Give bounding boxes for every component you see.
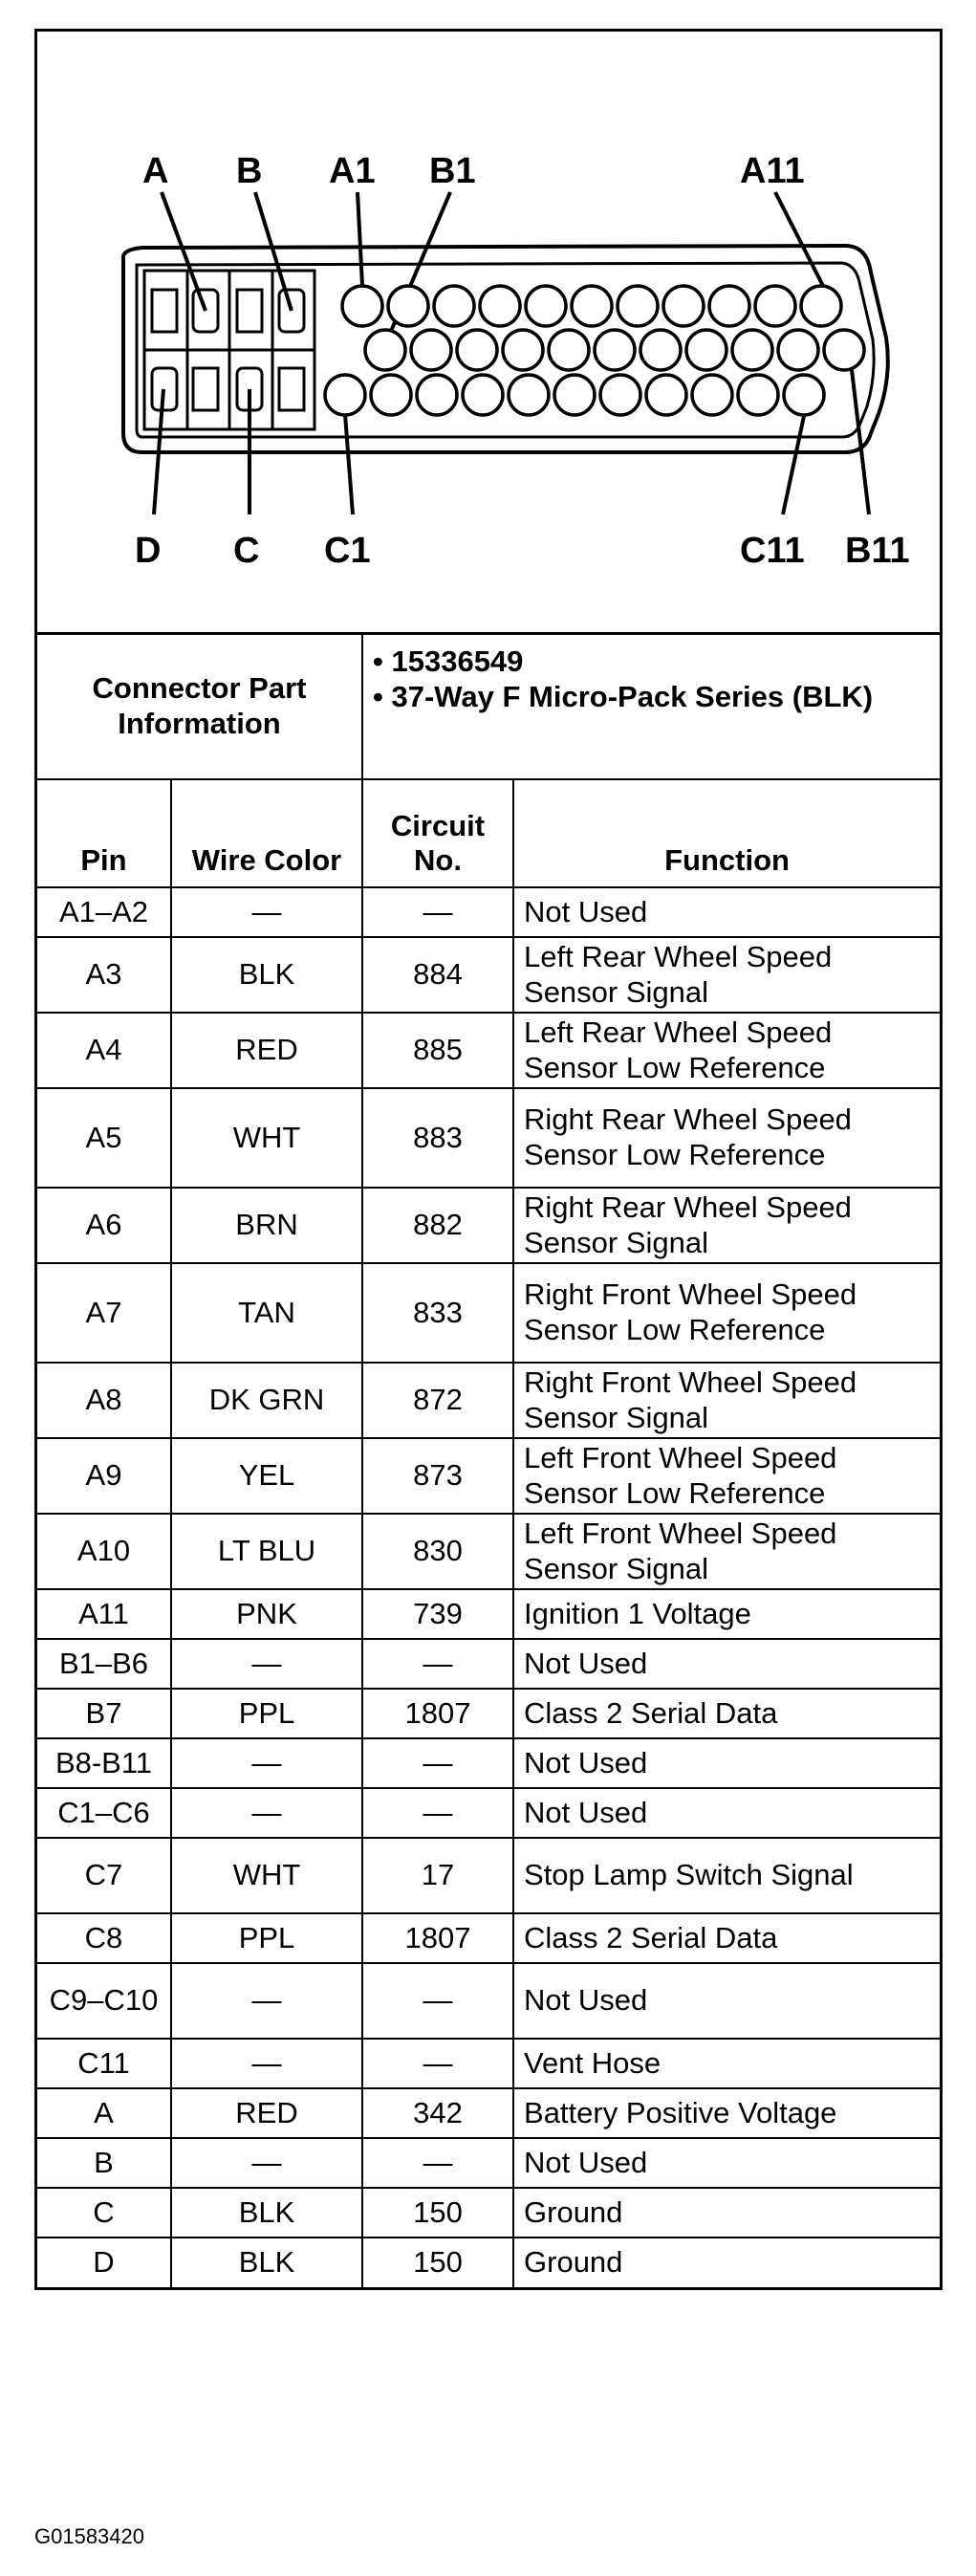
header-function: Function [513,779,940,887]
pin-cell: C8 [37,1913,171,1963]
pin-cell: A1–A2 [37,887,171,937]
pin-cell: C1–C6 [37,1788,171,1838]
pin-cavity [640,330,681,370]
table-row [37,1788,940,1838]
pin-cavity [824,330,864,370]
function-cell: Right Front Wheel Speed Sensor Low Reference [513,1263,940,1363]
pin-cell: C9–C10 [37,1963,171,2039]
table-row [37,2088,940,2138]
wire-color-cell: — [171,2138,362,2188]
table-row [37,1589,940,1639]
pin-cavity [686,330,727,370]
circuit-cell: — [362,1788,513,1838]
circuit-cell: 873 [362,1438,513,1514]
circuit-cell: 882 [362,1188,513,1263]
circuit-cell: 739 [362,1589,513,1639]
connector-part-number: • 15336549 [373,644,524,678]
pin-cavity [457,330,497,370]
pin-cell: A9 [37,1438,171,1514]
circuit-cell: 830 [362,1514,513,1589]
pin-cavity [801,286,841,326]
table-row [37,1689,940,1738]
pin-cavity [371,375,411,415]
pin-cavity [463,375,503,415]
pin-cavity [417,375,457,415]
wire-color-cell: BLK [171,937,362,1013]
pin-cell: A11 [37,1589,171,1639]
label-B11: B11 [845,531,910,571]
wire-color-cell: PPL [171,1913,362,1963]
header-circuit-no: Circuit No. [362,779,513,887]
pin-cell: B1–B6 [37,1639,171,1689]
connector-info-title: Connector Part Information [37,635,362,779]
table-row [37,1913,940,1963]
circuit-cell: 150 [362,2238,513,2287]
circuit-cell: — [362,887,513,937]
table-row [37,1188,940,1263]
pin-cell: D [37,2238,171,2287]
pin-cell: B [37,2138,171,2188]
wire-color-cell: LT BLU [171,1514,362,1589]
pin-cavity [692,375,732,415]
pin-cavity [778,330,818,370]
wire-color-cell: — [171,1788,362,1838]
function-cell: Right Rear Wheel Speed Sensor Low Reference [513,1088,940,1188]
pin-cell: C11 [37,2039,171,2088]
function-cell: Class 2 Serial Data [513,1689,940,1738]
wire-color-cell: WHT [171,1838,362,1913]
wire-color-cell: — [171,2039,362,2088]
function-cell: Left Front Wheel Speed Sensor Low Reference [513,1438,940,1514]
pin-cavity [411,330,451,370]
label-C1: C1 [324,531,371,571]
pin-cell: A7 [37,1263,171,1363]
function-cell: Vent Hose [513,2039,940,2088]
circuit-cell: 883 [362,1088,513,1188]
pinout-sheet [34,29,943,2290]
function-cell: Not Used [513,1738,940,1788]
function-cell: Ignition 1 Voltage [513,1589,940,1639]
pin-cavity [388,286,428,326]
header-wire-color: Wire Color [171,779,362,887]
table-row [37,1639,940,1689]
table-row [37,1838,940,1913]
table-row [37,1963,940,2039]
circuit-cell: — [362,2138,513,2188]
pin-cavity [365,330,405,370]
pin-cavity [325,375,365,415]
pin-cavity [738,375,778,415]
wire-color-cell: PPL [171,1689,362,1738]
wire-color-cell: DK GRN [171,1363,362,1438]
wire-color-cell: RED [171,2088,362,2138]
pin-cell: A8 [37,1363,171,1438]
pin-cavity [595,330,635,370]
label-A1: A1 [329,151,376,191]
connector-info-row [37,635,940,779]
circuit-cell: — [362,1963,513,2039]
table-row [37,937,940,1013]
pin-cell: B8-B11 [37,1738,171,1788]
pin-cell: A5 [37,1088,171,1188]
pin-cell: C7 [37,1838,171,1913]
wire-color-cell: — [171,1639,362,1689]
pin-cavity [549,330,589,370]
pin-cavity [663,286,704,326]
table-row [37,1738,940,1788]
circuit-cell: 833 [362,1263,513,1363]
function-cell: Class 2 Serial Data [513,1913,940,1963]
function-cell: Right Front Wheel Speed Sensor Signal [513,1363,940,1438]
circuit-cell: 1807 [362,1689,513,1738]
function-cell: Left Front Wheel Speed Sensor Signal [513,1514,940,1589]
circuit-cell: 17 [362,1838,513,1913]
pin-cavity [503,330,543,370]
wire-color-cell: — [171,1738,362,1788]
label-B: B [236,151,263,191]
label-C: C [233,531,260,571]
pin-cavity [732,330,772,370]
pin-cavity [572,286,612,326]
pinout-table [37,635,940,2287]
pin-cell: A6 [37,1188,171,1263]
pin-cavity [554,375,595,415]
pin-cavity [526,286,566,326]
pin-cell: A [37,2088,171,2138]
figure-id: G01583420 [34,2524,144,2548]
function-cell: Not Used [513,1788,940,1838]
table-row [37,2238,940,2287]
wire-color-cell: WHT [171,1088,362,1188]
function-cell: Left Rear Wheel Speed Sensor Low Reference [513,1013,940,1088]
pin-cavity [755,286,795,326]
circuit-cell: 150 [362,2188,513,2238]
wire-color-cell: YEL [171,1438,362,1514]
wire-color-cell: PNK [171,1589,362,1639]
pin-cell: A10 [37,1514,171,1589]
circuit-cell: 1807 [362,1913,513,1963]
wire-color-cell: BLK [171,2238,362,2287]
pin-cavity [618,286,658,326]
circuit-cell: — [362,2039,513,2088]
circuit-cell: 885 [362,1013,513,1088]
circuit-cell: 342 [362,2088,513,2138]
connector-diagram [37,32,940,635]
function-cell: Not Used [513,1963,940,2039]
label-D: D [135,531,162,571]
label-A: A [142,151,169,191]
connector-face-drawing [37,32,940,632]
pin-cavity [434,286,474,326]
table-row [37,1363,940,1438]
pin-cavity [709,286,749,326]
header-pin: Pin [37,779,171,887]
table-row [37,2039,940,2088]
table-row [37,2138,940,2188]
function-cell: Right Rear Wheel Speed Sensor Signal [513,1188,940,1263]
wire-color-cell: TAN [171,1263,362,1363]
wire-color-cell: BLK [171,2188,362,2238]
function-cell: Not Used [513,2138,940,2188]
pin-cavity [784,375,824,415]
function-cell: Left Rear Wheel Speed Sensor Signal [513,937,940,1013]
wire-color-cell: — [171,887,362,937]
table-row [37,887,940,937]
wire-color-cell: — [171,1963,362,2039]
table-row [37,1438,940,1514]
wire-color-cell: BRN [171,1188,362,1263]
table-row [37,1088,940,1188]
circuit-cell: — [362,1738,513,1788]
wire-color-cell: RED [171,1013,362,1088]
table-header-row [37,779,940,887]
table-row [37,1514,940,1589]
circuit-cell: 884 [362,937,513,1013]
connector-info-list [362,635,940,779]
pin-cell: A3 [37,937,171,1013]
function-cell: Not Used [513,887,940,937]
label-A11: A11 [740,151,805,191]
table-row [37,1013,940,1088]
connector-description: • 37-Way F Micro-Pack Series (BLK) [373,679,874,713]
pin-cell: A4 [37,1013,171,1088]
circuit-cell: 872 [362,1363,513,1438]
table-row [37,1263,940,1363]
pin-cavity [646,375,686,415]
pin-cell: B7 [37,1689,171,1738]
pin-cell: C [37,2188,171,2238]
pin-cavity [480,286,520,326]
circuit-cell: — [362,1639,513,1689]
label-B1: B1 [429,151,476,191]
function-cell: Ground [513,2238,940,2287]
pin-cavity [342,286,382,326]
function-cell: Stop Lamp Switch Signal [513,1838,940,1913]
function-cell: Not Used [513,1639,940,1689]
label-C11: C11 [740,531,805,571]
table-row [37,2188,940,2238]
pin-cavity [509,375,549,415]
function-cell: Battery Positive Voltage [513,2088,940,2138]
function-cell: Ground [513,2188,940,2238]
pin-cavity [600,375,640,415]
